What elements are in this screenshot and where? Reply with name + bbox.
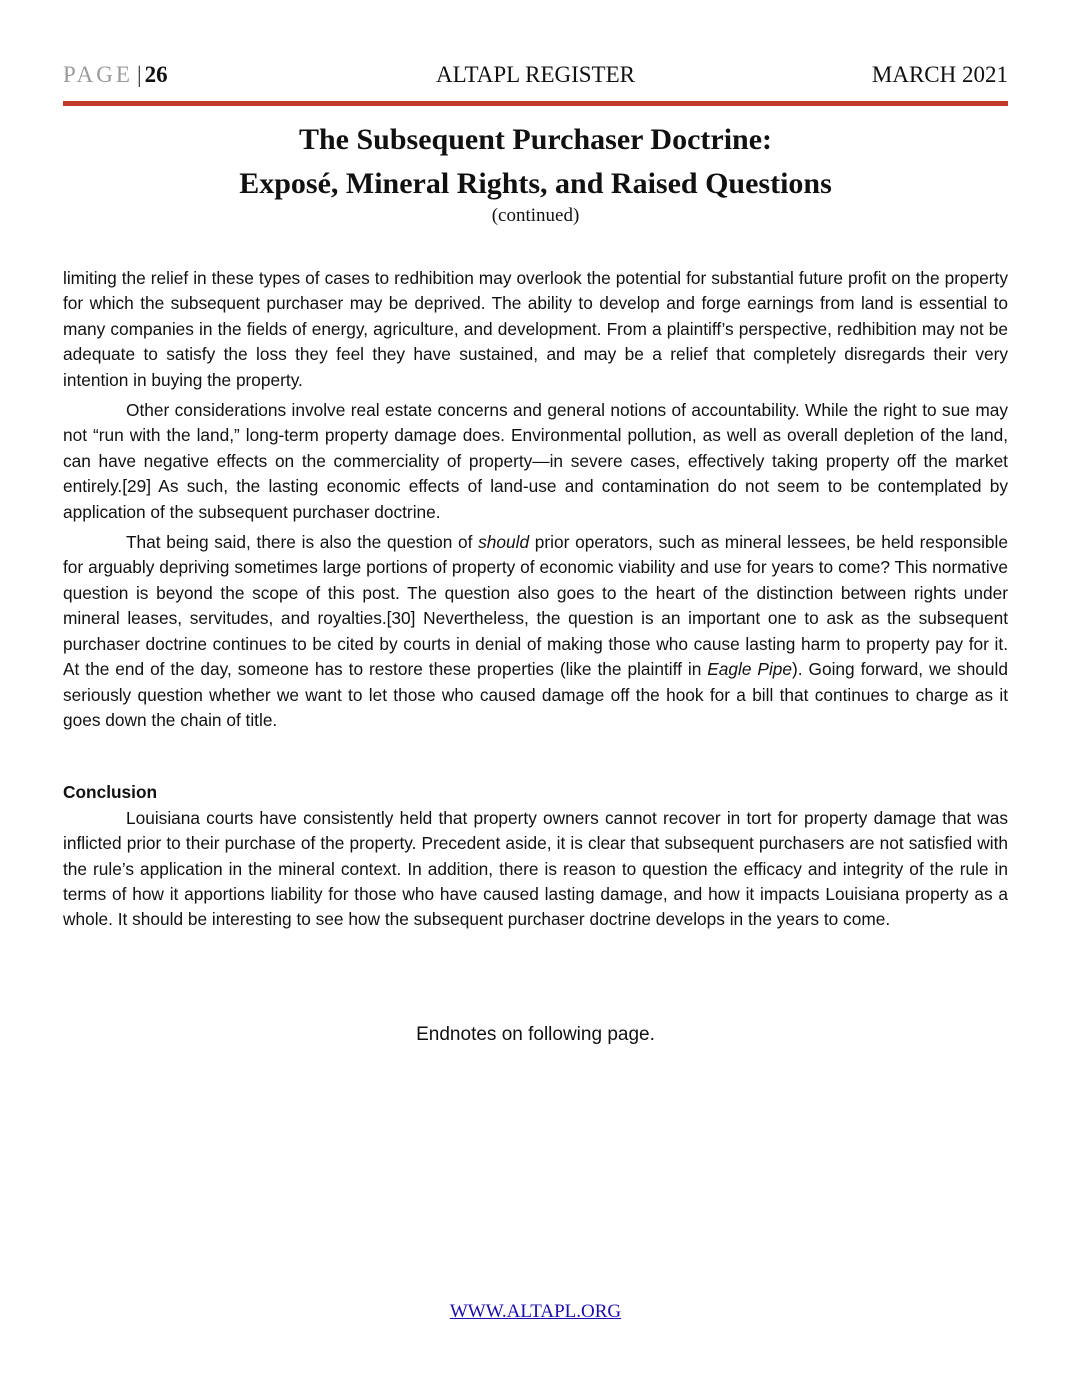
page-number: 26 xyxy=(144,62,168,87)
header-rule xyxy=(63,101,1008,106)
issue-date: MARCH 2021 xyxy=(871,62,1008,87)
paragraph-3-part-a: That being said, there is also the question of xyxy=(126,532,479,553)
paragraph-3-part-b: prior operators, such as mineral lessees, be held responsible for arguably depriving sometimes large portions of property of economic viability and use for years to come? This normative question is beyond the scope of this post. The question also goes to the heart of the distinction between rights under mineral leases, servitudes, and royalties.[30] Nevertheless, the question is an important one to ask as the subsequent purchaser doctrine continues to be cited by courts in denial of making those who cause lasting harm to property pay for it. At the end of the day, someone has to restore these properties (like the plaintiff in xyxy=(63,532,1008,680)
paragraph-1: limiting the relief in these types of cases to redhibition may overlook the potential for substantial future profit on the property for which the subsequent purchaser may be deprived. The ability to develop and forge earnings from land is essential to many companies in the fields of energy, agriculture, and development. From a plaintiff’s perspective, redhibition may not be adequate to satisfy the loss they feel they have sustained, and may be a relief that completely disregards their very intention in buying the property. xyxy=(63,268,1008,390)
page-header xyxy=(63,62,1008,92)
continued-label: (continued) xyxy=(491,205,580,226)
case-name: Eagle Pipe xyxy=(707,659,793,680)
title-line-2: Exposé, Mineral Rights, and Raised Questions xyxy=(239,167,832,200)
conclusion-heading: Conclusion xyxy=(63,782,158,803)
conclusion-paragraph: Louisiana courts have consistently held that property owners cannot recover in tort for property damage that was inflicted prior to their purchase of the property. Precedent aside, it is clear that subsequent purchasers are not satisfied with the rule’s application in the mineral context. In addition, there is reason to question the efficacy and integrity of the rule in terms of how it apportions liability for those who have caused lasting damage, and how it impacts Louisiana property as a whole. It should be interesting to see how the subsequent purchaser doctrine develops in the years to come. xyxy=(63,807,1008,930)
website-link[interactable]: WWW.ALTAPL.ORG xyxy=(449,1301,622,1322)
title-line-1: The Subsequent Purchaser Doctrine: xyxy=(298,123,773,156)
article-title xyxy=(63,118,1008,206)
page-label: PAGE xyxy=(63,62,133,87)
page-separator: | xyxy=(136,62,142,87)
article-body xyxy=(63,266,1008,938)
paragraph-2: Other considerations involve real estate concerns and general notions of accountability. While the right to sue may not “run with the land,” long-term property damage does. Environmental pollution, as well as overall depletion of the land, can have negative effects on the commerciality of property—in severe cases, effectively taking property off the market entirely.[29] As such, the lasting economic effects of land-use and contamination do not seem to be contemplated by application of the subsequent purchaser doctrine. xyxy=(63,400,1008,522)
paragraph-3 xyxy=(63,530,1008,733)
endnotes-note: Endnotes on following page. xyxy=(416,1024,655,1045)
page-footer xyxy=(63,1301,1008,1323)
paragraph-3-part-c: ). Going forward, we should seriously question whether we want to let those who caused damage off the hook for a bill that continues to charge as it goes down the chain of title. xyxy=(63,659,1008,730)
paragraph-3-emphasis: should xyxy=(478,532,530,553)
publication-name: ALTAPL REGISTER xyxy=(436,62,635,87)
